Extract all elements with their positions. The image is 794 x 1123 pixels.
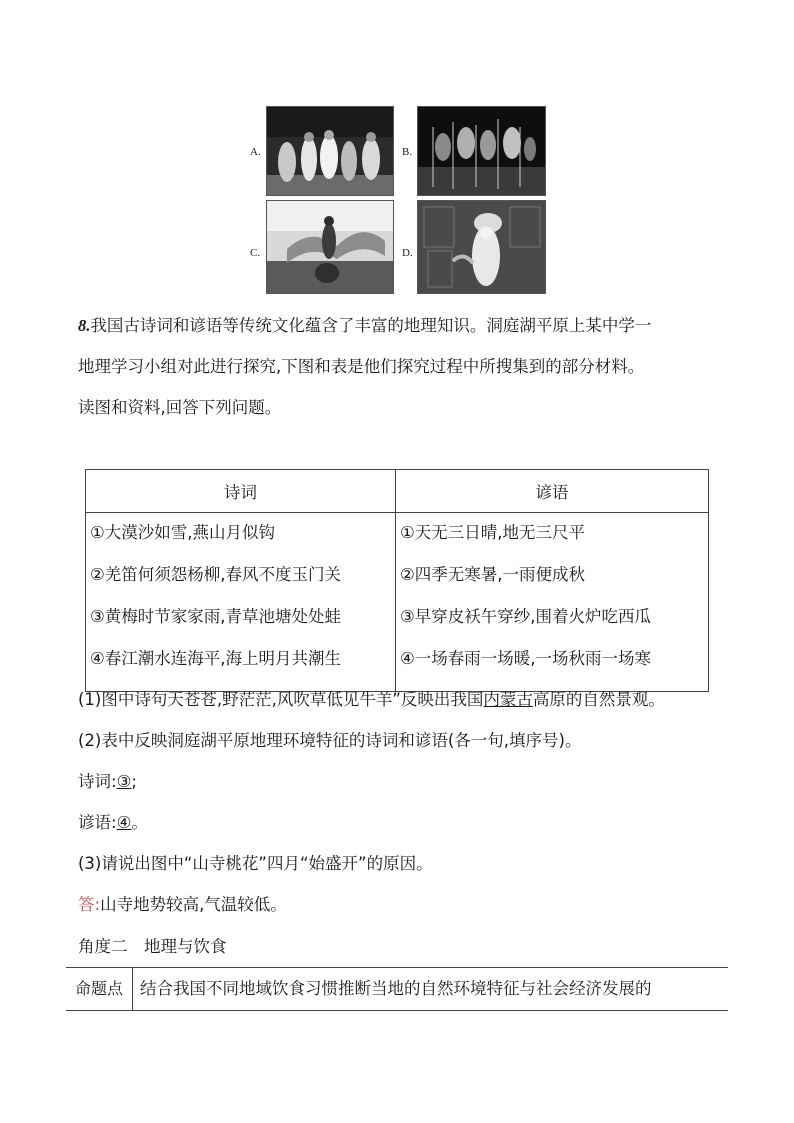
sub-question-1: [78, 688, 665, 712]
photo-c-dance: [266, 200, 394, 294]
photo-a-opera-stage: [266, 106, 394, 196]
poems-cell: [86, 513, 396, 692]
photo-label-b: B.: [402, 146, 413, 158]
sub2-proverb-end: 。: [131, 813, 148, 832]
sub1-suffix: 高原的自然景观。: [532, 690, 665, 709]
sub2-proverb-answer-line: [78, 811, 148, 835]
proverb-3: ③早穿皮袄午穿纱,围着火炉吃西瓜: [400, 607, 652, 626]
photo-label-d: D.: [402, 247, 413, 259]
sub-question-2: (2)表中反映洞庭湖平原地理环境特征的诗词和谚语(各一句,填序号)。: [78, 731, 582, 750]
sub2-poem-end: ;: [131, 772, 137, 791]
sub2-proverb-answer: ④: [116, 813, 132, 832]
proverb-4: ④一场春雨一场暖,一场秋雨一场寒: [400, 649, 652, 668]
poem-1: ①大漠沙如雪,燕山月似钩: [90, 523, 276, 542]
sub3-answer-text: 山寺地势较高,气温较低。: [100, 895, 287, 914]
photo-label-c: C.: [250, 247, 261, 259]
poem-2: ②羌笛何须怨杨柳,春风不度玉门关: [90, 565, 342, 584]
question-stem-line-2: 地理学习小组对此进行探究,下图和表是他们探究过程中所搜集到的部分材料。: [78, 357, 645, 376]
proverbs-cell: [396, 513, 709, 692]
question-stem-line-3: 读图和资料,回答下列问题。: [78, 398, 282, 417]
photo-d-opera-performer: [417, 200, 546, 294]
question-stem-line-1: [78, 314, 651, 338]
proposition-text: 结合我国不同地域饮食习惯推断当地的自然环境特征与社会经济发展的: [140, 979, 652, 998]
proverb-2: ②四季无寒暑,一雨便成秋: [400, 565, 586, 584]
proverb-1: ①天无三日晴,地无三尺平: [400, 523, 586, 542]
answer-label: 答:: [78, 895, 101, 914]
sub2-proverb-label: 谚语:: [78, 813, 117, 832]
sub2-poem-answer: ③: [116, 772, 132, 791]
sub1-prefix: (1)图中诗句天苍苍,野茫茫,风吹草低见牛羊”反映出我国: [78, 690, 484, 709]
photo-b-shadow-puppets: [417, 106, 546, 196]
sub-question-3: (3)请说出图中“山寺桃花”四月“始盛开”的原因。: [78, 854, 433, 873]
poem-3: ③黄梅时节家家雨,青草池塘处处蛙: [90, 607, 342, 626]
sub2-poem-label: 诗词:: [78, 772, 117, 791]
question-number: 8.: [78, 316, 91, 335]
photo-label-a: A.: [250, 146, 261, 158]
sub2-poem-answer-line: [78, 770, 137, 794]
sub3-answer-line: [78, 893, 287, 917]
header-proverbs: 谚语: [396, 470, 709, 513]
proposition-label: 命题点: [66, 968, 133, 1010]
header-poems: 诗词: [86, 470, 396, 513]
proposition-table: [66, 967, 728, 1011]
poem-4: ④春江潮水连海平,海上明月共潮生: [90, 649, 342, 668]
sub1-answer: 内蒙古: [483, 690, 533, 709]
section-title: 角度二 地理与饮食: [78, 937, 227, 956]
stem-text-1: 我国古诗词和谚语等传统文化蕴含了丰富的地理知识。洞庭湖平原上某中学一: [90, 316, 652, 335]
poems-proverbs-table: [85, 469, 709, 692]
